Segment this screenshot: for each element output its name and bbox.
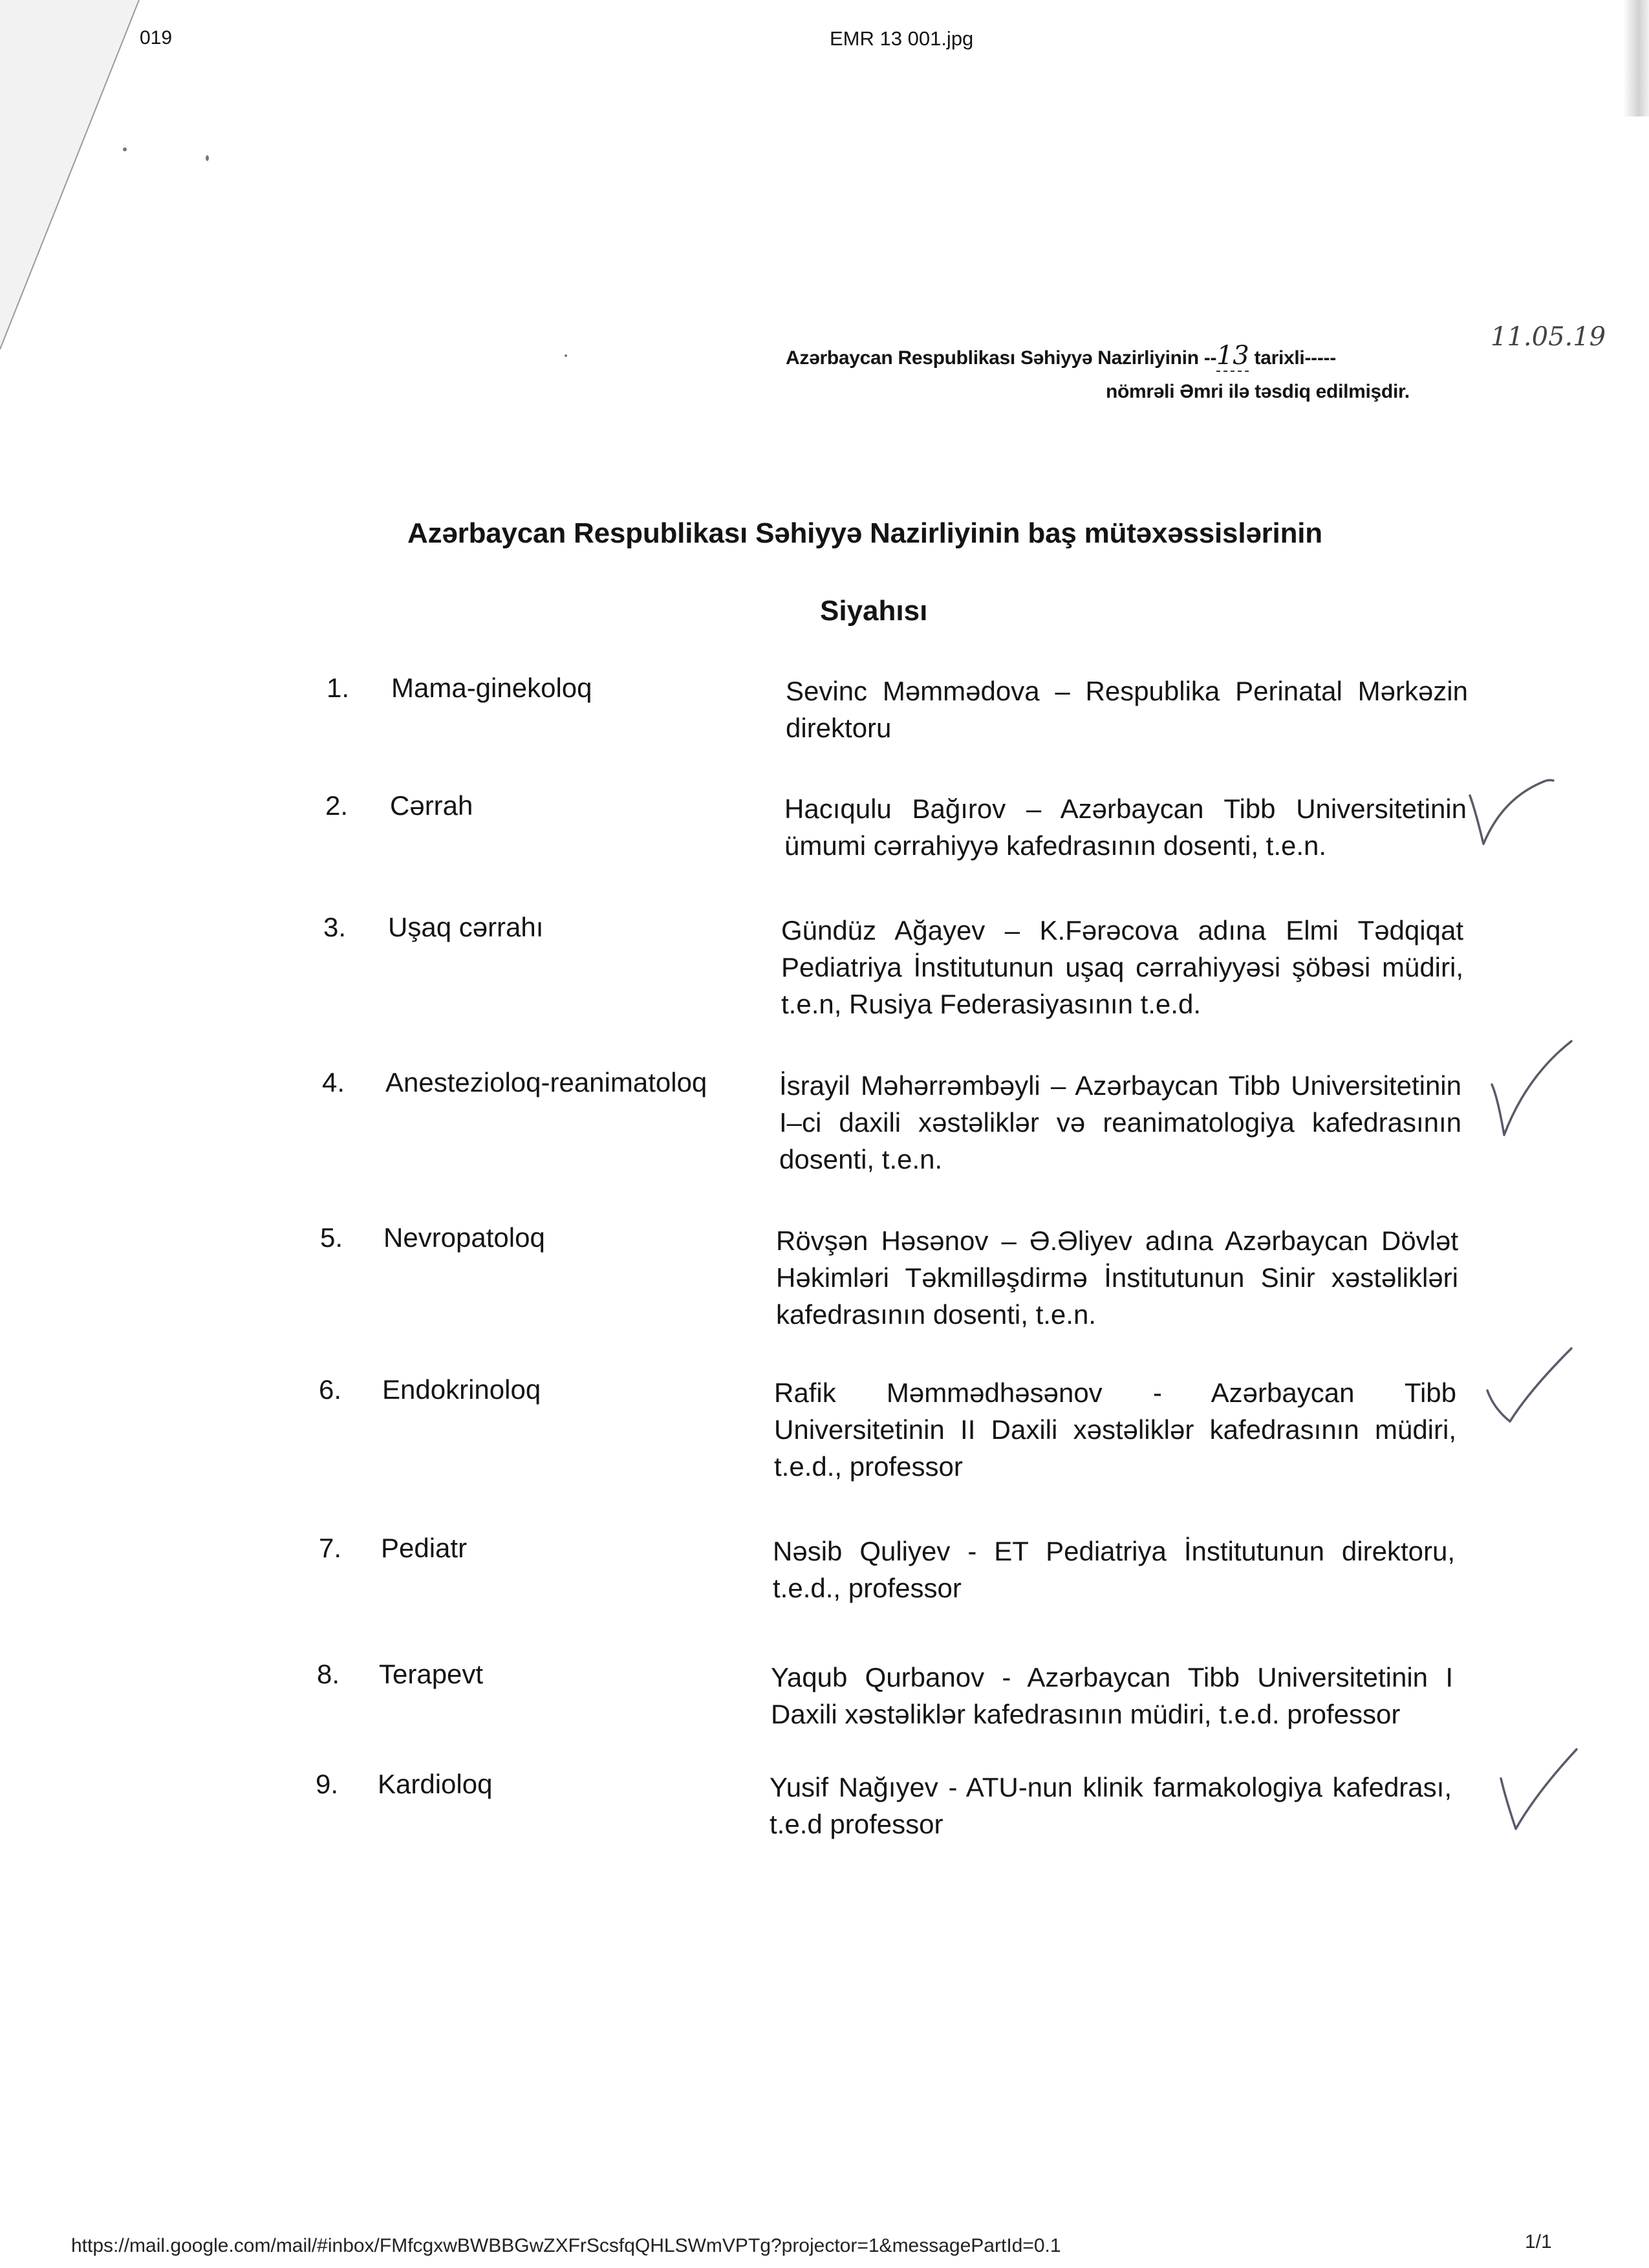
item-description: Yaqub Qurbanov - Azərbaycan Tibb Universitetinin I Daxili xəstəliklər kafedrasının müdiri, t.e.d. professor — [771, 1662, 1453, 1729]
item-index: 3. — [323, 912, 347, 942]
item-description: Nəsib Quliyev - ET Pediatriya İnstitutunun direktoru, t.e.d., professor — [773, 1536, 1455, 1603]
checkmark-icon — [1498, 1746, 1595, 1850]
approval-mid: tarixli — [1249, 347, 1305, 369]
scan-speck — [565, 354, 567, 357]
scan-fold-edge — [0, 0, 168, 362]
header-filename: EMR 13 001.jpg — [830, 27, 974, 50]
checkmark-icon — [1484, 1345, 1581, 1449]
item-index: 5. — [320, 1222, 343, 1253]
item-description: Gündüz Ağayev – K.Fərəcova adına Elmi Tədqiqat Pediatriya İnstitutunun uşaq cərrahiyyəsi şöbəsi müdiri, t.e.n, Rusiya Federasiyasının t.e.d. — [781, 915, 1463, 1019]
scan-speck — [206, 155, 209, 161]
approval-prefix: Azərbaycan Respublikası Səhiyyə Nazirliyinin -- — [786, 347, 1217, 369]
scan-right-edge — [1623, 0, 1649, 116]
item-specialty: Cərrah — [390, 790, 473, 821]
item-specialty: Nevropatoloq — [383, 1222, 545, 1253]
item-index: 1. — [327, 673, 350, 703]
item-specialty: Uşaq cərrahı — [388, 912, 544, 942]
item-index: 8. — [317, 1659, 340, 1689]
item-specialty: Pediatr — [381, 1533, 468, 1563]
item-description: Sevinc Məmmədova – Respublika Perinatal Mərkəzin direktoru — [786, 676, 1468, 743]
header-left-fragment: 019 — [140, 27, 173, 49]
approval-dashes: ----- — [1304, 347, 1336, 369]
item-description: Hacıqulu Bağırov – Azərbaycan Tibb Universitetinin ümumi cərrahiyyə kafedrasının dosenti, t.e.n. — [784, 794, 1467, 861]
scan-speck — [123, 147, 127, 151]
item-specialty: Terapevt — [379, 1659, 484, 1689]
item-description: Rövşən Həsənov – Ə.Əliyev adına Azərbaycan Dövlət Həkimləri Təkmilləşdirmə İnstitutunun Sinir xəstəlikləri kafedrasının dosenti, t.e.n. — [776, 1226, 1458, 1330]
document-title: Azərbaycan Respublikası Səhiyyə Nazirliyinin baş mütəxəssislərinin — [407, 517, 1322, 549]
item-index: 4. — [322, 1067, 345, 1097]
checkmark-icon — [1489, 1038, 1586, 1141]
approval-line-1 — [786, 341, 1336, 372]
item-index: 2. — [325, 790, 349, 821]
approval-line-2: nömrəli Əmri ilə təsdiq edilmişdir. — [1106, 381, 1410, 402]
footer-page-number: 1/1 — [1525, 2231, 1552, 2252]
item-specialty: Endokrinoloq — [382, 1374, 541, 1405]
footer-url: https://mail.google.com/mail/#inbox/FMfcgxwBWBBGwZXFrScsfqQHLSWmVPTg?projector=1&messagePartId=0.1 — [71, 2235, 1061, 2256]
item-index: 9. — [316, 1769, 339, 1799]
item-specialty: Anestezioloq-reanimatoloq — [385, 1067, 707, 1097]
item-description: Rafik Məmmədhəsənov - Azərbaycan Tibb Universitetinin II Daxili xəstəliklər kafedrasının müdiri, t.e.d., professor — [774, 1377, 1456, 1482]
item-index: 7. — [319, 1533, 342, 1563]
item-specialty: Mama-ginekoloq — [391, 673, 592, 703]
document-subtitle: Siyahısı — [820, 595, 928, 627]
checkmark-icon — [1467, 773, 1564, 876]
item-index: 6. — [319, 1374, 342, 1405]
item-description: İsrayil Məhərrəmbəyli – Azərbaycan Tibb Universitetinin I–ci daxili xəstəliklər və reanimatologiya kafedrasının dosenti, t.e.n. — [779, 1070, 1461, 1174]
item-description: Yusif Nağıyev - ATU-nun klinik farmakologiya kafedrası, t.e.d professor — [770, 1772, 1452, 1839]
item-specialty: Kardioloq — [378, 1769, 493, 1799]
handwritten-date: 11.05.19 — [1491, 322, 1606, 352]
order-number: 13 — [1216, 341, 1249, 371]
